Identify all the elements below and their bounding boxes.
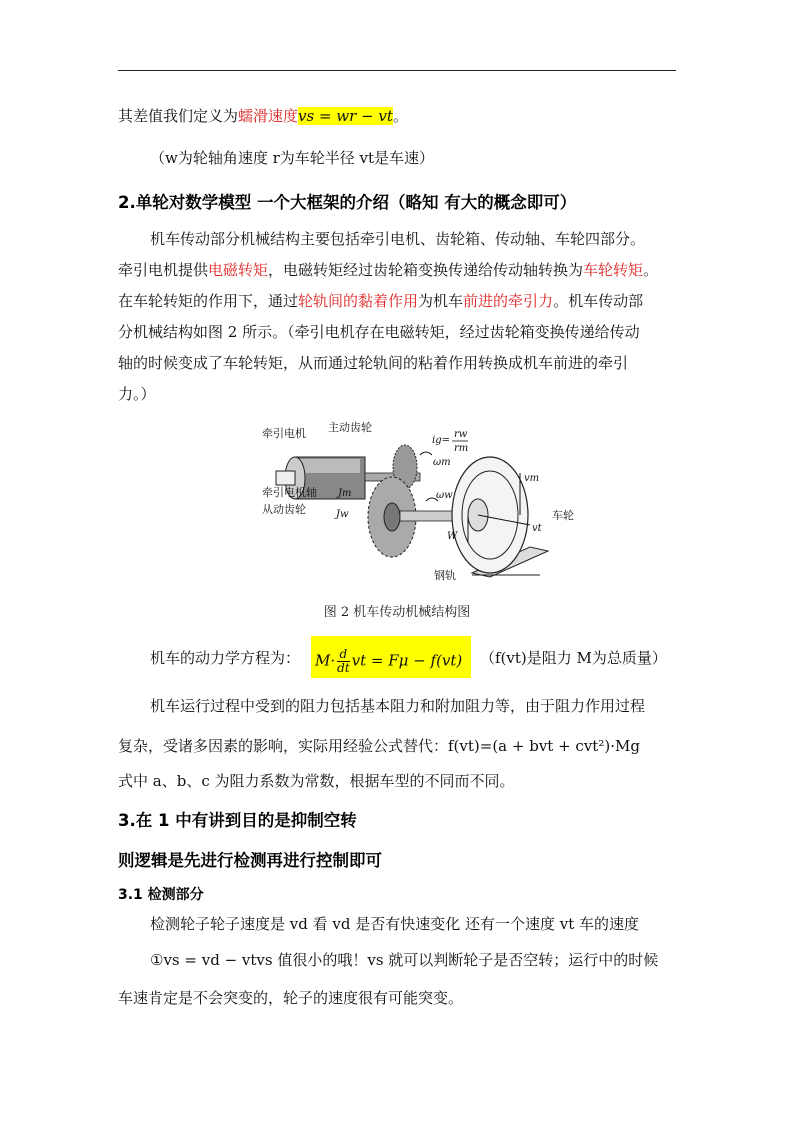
para3-line4: 分机械结构如图 2 所示。（牵引电机存在电磁转矩，经过齿轮箱变换传递给传动 bbox=[118, 323, 640, 341]
em-torque-term: 电磁转矩 bbox=[208, 261, 269, 279]
figure-caption: 图 2 机车传动机械结构图 bbox=[323, 605, 471, 620]
ig-label: ig= bbox=[432, 435, 450, 446]
drive-gear-label: 主动齿轮 bbox=[328, 421, 372, 434]
motor-shaft-label: 牵引电机轴 bbox=[262, 486, 317, 499]
para3-line2-c: 。 bbox=[643, 261, 659, 279]
eq-left: M· bbox=[315, 651, 336, 670]
dynamics-note: （f(vt)是阻力 M为总质量） bbox=[480, 649, 667, 667]
para5-line2: ①vs = vd − vtvs 值很小的哦！vs 就可以判断轮子是否空转；运行中的时候 bbox=[150, 951, 659, 969]
para3-line1: 机车传动部分机械结构主要包括牵引电机、齿轮箱、传动轴、车轮四部分。 bbox=[150, 230, 646, 248]
wheel-torque-term: 车轮转矩 bbox=[583, 261, 644, 279]
para5-line3: 车速肯定是不会突变的，轮子的速度很有可能突变。 bbox=[118, 989, 464, 1007]
para4-line2: 复杂，受诸多因素的影响，实际用经验公式替代：f(vt)=(a + bvt + cvt²)·Mg bbox=[118, 737, 640, 755]
slip-speed-formula: vs = wr − vt bbox=[298, 107, 393, 125]
wheel-outer bbox=[452, 457, 528, 573]
motor-stub bbox=[276, 471, 295, 485]
wheel-label: 车轮 bbox=[552, 509, 574, 522]
para4-line3: 式中 a、b、c 为阻力系数为常数，根据车型的不同而不同。 bbox=[118, 772, 515, 790]
ww-label: ωw bbox=[436, 490, 453, 501]
header-rule bbox=[118, 70, 676, 71]
eq-frac-den: dt bbox=[337, 661, 350, 675]
rw-label: rw bbox=[454, 429, 468, 440]
eq-frac-num: d bbox=[337, 648, 350, 662]
wm-label: ωm bbox=[433, 457, 451, 468]
w-load-label: W bbox=[447, 531, 458, 542]
heading-3-1: 3.1 检测部分 bbox=[118, 887, 204, 903]
para-variable-notes: （w为轮轴角速度 r为车轮半径 vt是车速） bbox=[150, 149, 435, 167]
heading-section-3: 3.在 1 中有讲到目的是抑制空转 bbox=[118, 811, 357, 830]
para3-line3-c: 。机车传动部 bbox=[553, 292, 644, 310]
para3-line3 bbox=[118, 291, 643, 311]
adhesion-term: 轮轨间的黏着作用 bbox=[298, 292, 419, 310]
dynamics-equation bbox=[315, 648, 462, 675]
para3-line2 bbox=[118, 260, 658, 280]
para-slip-definition bbox=[118, 106, 408, 126]
motor-highlight bbox=[300, 459, 360, 473]
para3-line3-a: 在车轮转矩的作用下，通过 bbox=[118, 292, 299, 310]
para3-line6: 力。） bbox=[118, 385, 156, 403]
jm-label: Jm bbox=[338, 488, 352, 499]
para1-post: 。 bbox=[392, 107, 408, 125]
para5-line1: 检测轮子轮子速度是 vd 看 vd 是否有快速变化 还有一个速度 vt 车的速度 bbox=[150, 915, 640, 933]
transmission-structure-figure bbox=[240, 415, 590, 590]
jw-label: Jw bbox=[336, 509, 349, 520]
vt-label: vt bbox=[532, 523, 542, 534]
para4-line1: 机车运行过程中受到的阻力包括基本阻力和附加阻力等，由于阻力作用过程 bbox=[150, 697, 646, 715]
rm-label: rm bbox=[454, 443, 469, 454]
heading-single-wheel-model: 2.单轮对数学模型 一个大框架的介绍（略知 有大的概念即可） bbox=[118, 193, 577, 212]
motor-label: 牵引电机 bbox=[262, 427, 306, 440]
driven-gear-label: 从动齿轮 bbox=[262, 503, 306, 516]
traction-term: 前进的牵引力 bbox=[463, 292, 554, 310]
vm-label: vm bbox=[524, 473, 540, 484]
heading-logic: 则逻辑是先进行检测再进行控制即可 bbox=[118, 851, 382, 870]
slip-speed-term: 蠕滑速度 bbox=[238, 107, 299, 125]
rail-label: 钢轨 bbox=[434, 569, 456, 582]
para3-line3-b: 为机车 bbox=[418, 292, 464, 310]
eq-right: vt = Fμ − f(vt) bbox=[351, 651, 463, 670]
driven-gear-hub bbox=[384, 503, 400, 531]
para3-line2-a: 牵引电机提供 bbox=[118, 261, 209, 279]
para3-line5: 轴的时候变成了车轮转矩，从而通过轮轨间的粘着作用转换成机车前进的牵引 bbox=[118, 354, 629, 372]
eq-fraction bbox=[337, 648, 350, 675]
para1-pre: 其差值我们定义为 bbox=[118, 107, 239, 125]
para3-line2-b: ，电磁转矩经过齿轮箱变换传递给传动轴转换为 bbox=[268, 261, 584, 279]
dynamics-label: 机车的动力学方程为： bbox=[150, 649, 301, 667]
wm-arc bbox=[420, 452, 432, 455]
